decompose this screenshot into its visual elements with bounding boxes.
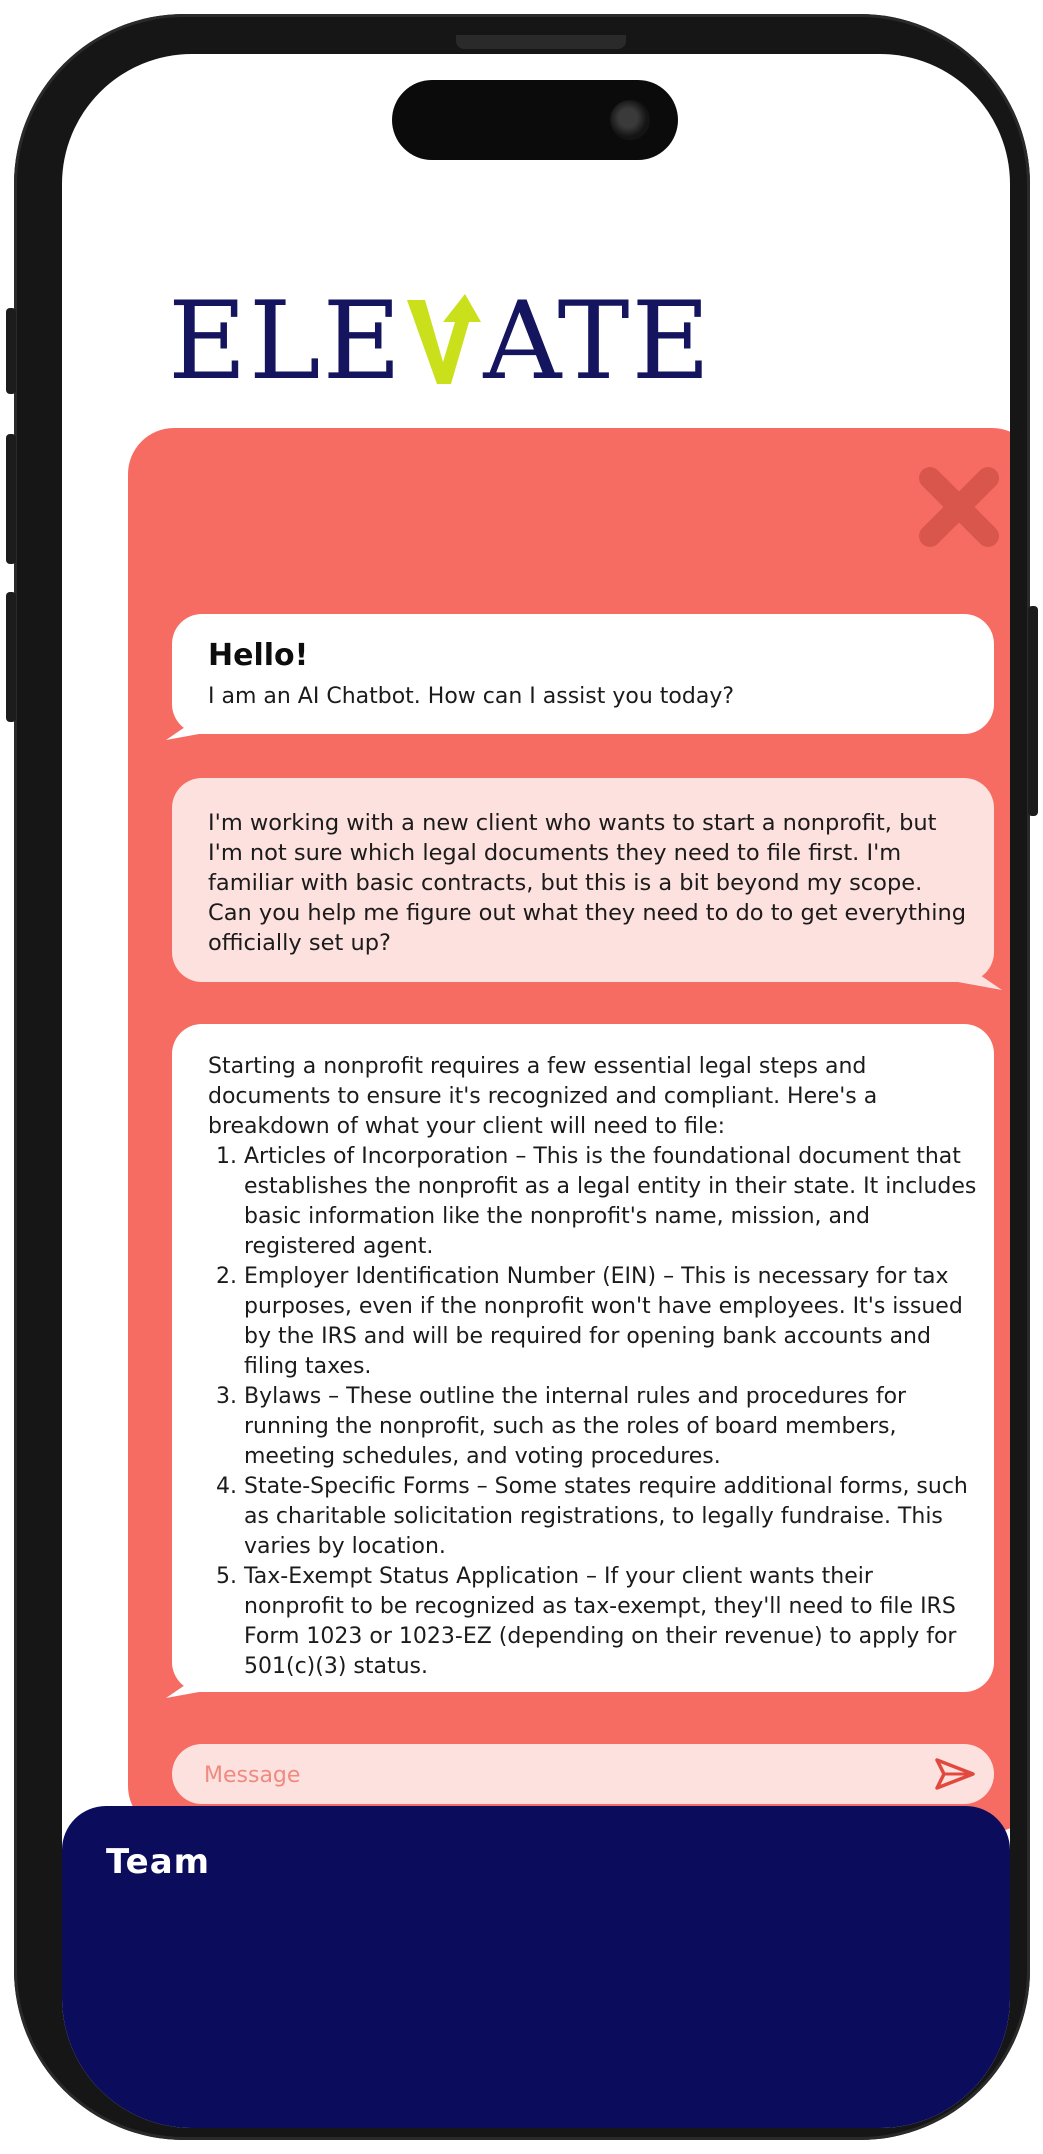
list-item: 5. Tax-Exempt Status Application – If your client wants their nonprofit to be recognized as tax-exempt, they'll need to file IRS Form 1023 or 1023-EZ (depending on their revenue) to apply for 501(c)(3) status. — [244, 1562, 978, 1682]
action-button — [6, 308, 16, 394]
dynamic-island — [392, 80, 678, 160]
message-input[interactable] — [202, 1757, 886, 1793]
bot-reply-text — [208, 1052, 978, 1682]
logo-prefix: ELE — [168, 279, 404, 404]
reply-list — [208, 1142, 978, 1682]
bubble-tail — [166, 710, 210, 740]
bot-greeting-bubble — [172, 614, 994, 734]
bubble-tail — [958, 960, 1002, 990]
user-message-bubble — [172, 778, 994, 982]
list-item: 2. Employer Identification Number (EIN) – This is necessary for tax purposes, even if the nonprofit won't have employees. It's issued by the IRS and will be required for opening bank accounts and filing taxes. — [244, 1262, 978, 1382]
team-section — [62, 1806, 1010, 2128]
greeting-title: Hello! — [208, 638, 309, 673]
brand-logo — [168, 279, 713, 404]
phone-frame — [14, 14, 1030, 2140]
send-icon[interactable] — [934, 1757, 976, 1791]
chatbot-panel — [128, 428, 1010, 1832]
list-item: 1. Articles of Incorporation – This is the foundational document that establishes the nonprofit as a legal entity in their state. It includes basic information like the nonprofit's name, mission, and registered agent. — [244, 1142, 978, 1262]
camera-icon — [610, 100, 650, 140]
list-item: 4. State-Specific Forms – Some states require additional forms, such as charitable solicitation registrations, to legally fundraise. This varies by location. — [244, 1472, 978, 1562]
close-icon[interactable] — [914, 462, 1004, 552]
bot-reply-bubble — [172, 1024, 994, 1692]
list-item: 3. Bylaws – These outline the internal rules and procedures for running the nonprofit, such as the roles of board members, meeting schedules, and voting procedures. — [244, 1382, 978, 1472]
power-button — [1028, 606, 1038, 816]
logo-v-arrow-icon — [403, 282, 483, 402]
greeting-subtitle: I am an AI Chatbot. How can I assist you today? — [208, 684, 735, 709]
volume-down-button — [6, 592, 16, 722]
speaker-slot — [456, 35, 626, 49]
message-bar — [172, 1744, 994, 1804]
user-message-text: I'm working with a new client who wants to start a nonprofit, but I'm not sure which legal documents they need to file first. I'm familiar with basic contracts, but this is a bit beyond my scope. Can you help me figure out what they need to do to get everything officially set up? — [208, 810, 966, 956]
logo-suffix: ATE — [483, 279, 713, 404]
reply-intro: Starting a nonprofit requires a few essential legal steps and documents to ensure it's recognized and compliant. Here's a breakdown of what your client will need to file: — [208, 1054, 878, 1139]
volume-up-button — [6, 434, 16, 564]
team-title: Team — [106, 1842, 211, 1882]
bubble-tail — [166, 1668, 210, 1698]
phone-screen — [62, 54, 1010, 2128]
